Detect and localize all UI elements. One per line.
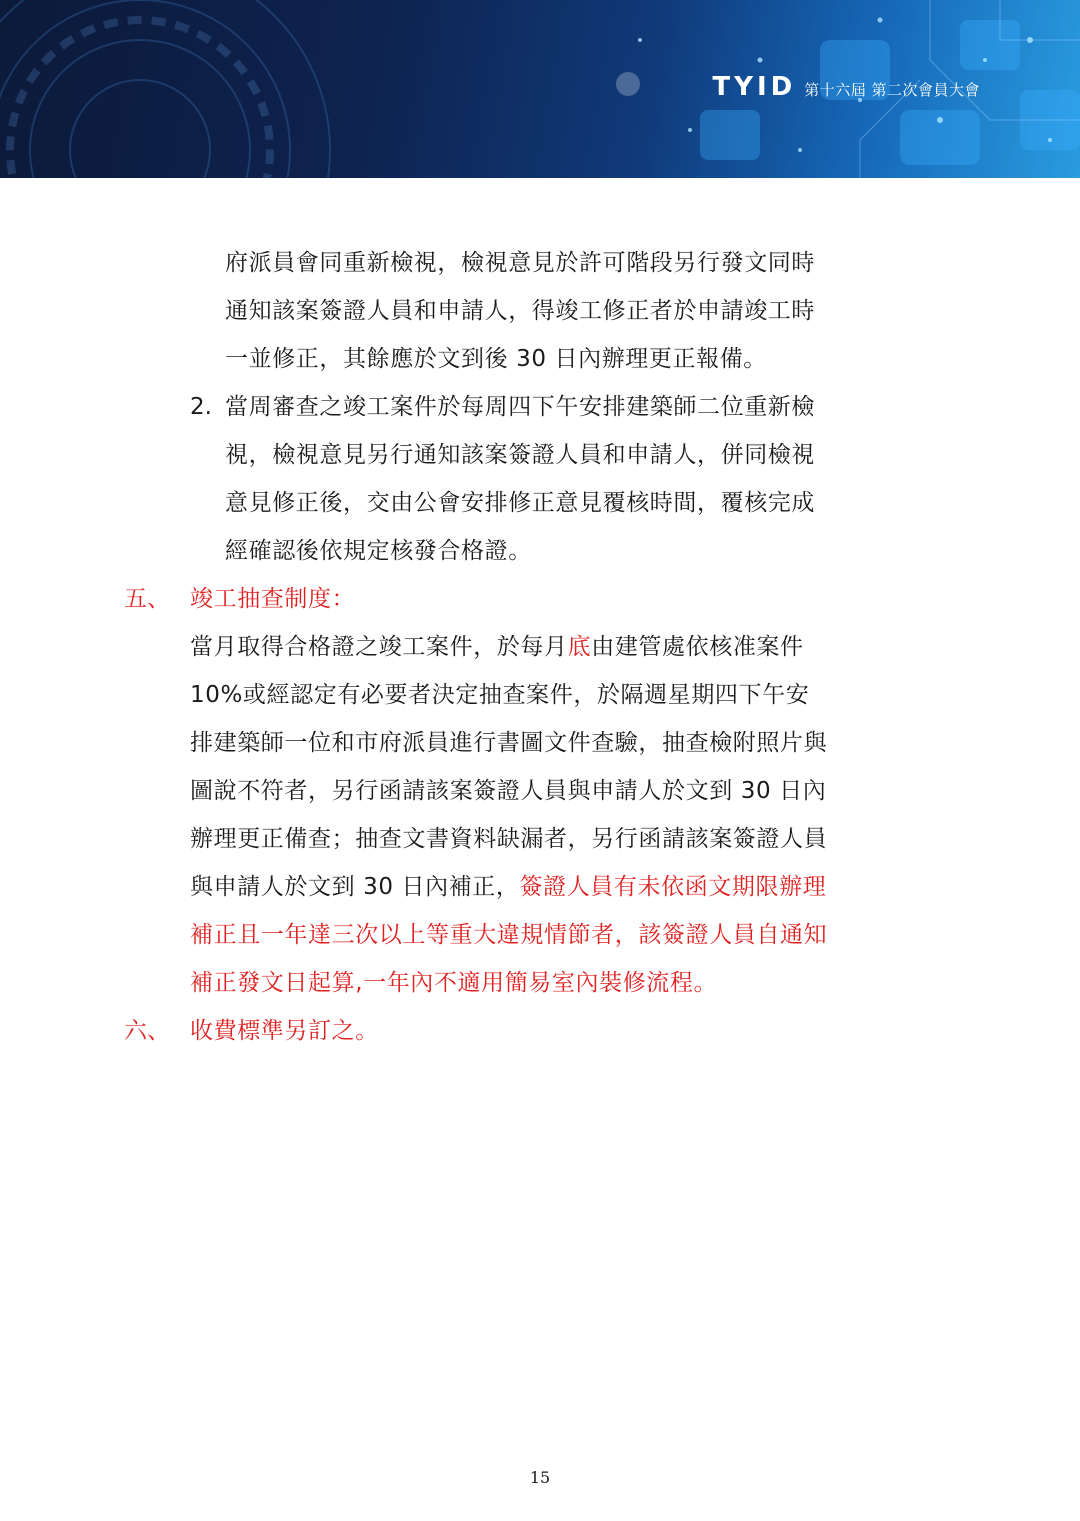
header-banner (0, 0, 1080, 178)
section-5-line-1-text-a: 當月取得合格證之竣工案件，於每月 (190, 634, 568, 660)
section-5-line-1 (190, 632, 804, 662)
section-5-number: 五、 (124, 586, 170, 612)
item-2-line-3: 意見修正後，交由公會安排修正意見覆核時間，覆核完成 (225, 490, 815, 516)
section-5-line-5: 辦理更正備查；抽查文書資料缺漏者，另行函請該案簽證人員 (190, 826, 828, 852)
section-5-line-7: 補正且一年達三次以上等重大違規情節者，該簽證人員自通知 (190, 922, 828, 948)
section-5-line-1-red: 底 (567, 634, 592, 660)
page-number: 15 (529, 1468, 551, 1487)
item-2-marker: 2. (190, 394, 212, 420)
meeting-subtitle: 第十六屆 第二次會員大會 (804, 81, 980, 99)
section-6-heading: 收費標準另訂之。 (190, 1018, 379, 1044)
section-5-line-2: 10%或經認定有必要者決定抽查案件，於隔週星期四下午安 (190, 682, 810, 708)
item-2-line-1: 當周審查之竣工案件於每周四下午安排建築師二位重新檢 (225, 394, 815, 420)
section-5-line-8: 補正發文日起算,一年內不適用簡易室內裝修流程。 (190, 970, 718, 996)
continuation-line-1: 府派員會同重新檢視，檢視意見於許可階段另行發文同時 (225, 250, 815, 276)
section-5-heading: 竣工抽查制度： (190, 586, 356, 612)
section-5-line-3: 排建築師一位和市府派員進行書圖文件查驗，抽查檢附照片與 (190, 730, 828, 756)
tyid-logo: TYID (712, 72, 797, 102)
item-2-line-4: 經確認後依規定核發合格證。 (225, 538, 532, 564)
item-2-line-2: 視，檢視意見另行通知該案簽證人員和申請人，併同檢視 (225, 442, 815, 468)
section-6-number: 六、 (124, 1018, 170, 1044)
header-title (712, 72, 980, 102)
continuation-line-3: 一並修正，其餘應於文到後 30 日內辦理更正報備。 (225, 346, 767, 372)
section-5-line-6-text: 與申請人於文到 30 日內補正， (190, 874, 520, 900)
section-5-line-6 (190, 872, 826, 902)
section-5-line-1-text-b: 由建管處依核准案件 (591, 634, 804, 660)
section-5-line-4: 圖說不符者，另行函請該案簽證人員與申請人於文到 30 日內 (190, 778, 827, 804)
section-5-line-6-red: 簽證人員有未依函文期限辦理 (519, 874, 827, 900)
continuation-line-2: 通知該案簽證人員和申請人，得竣工修正者於申請竣工時 (225, 298, 815, 324)
